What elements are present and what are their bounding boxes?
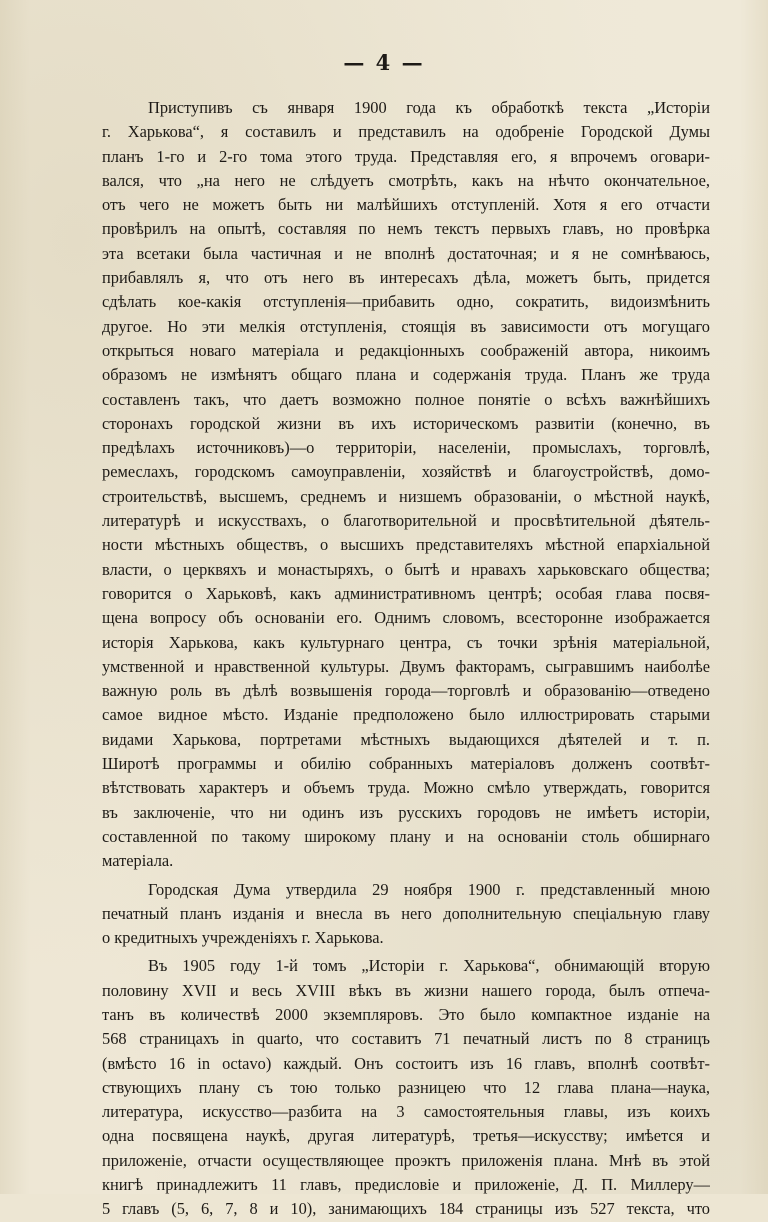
- text-line: вался, что „на него не слѣдуетъ смотрѣть, какъ на нѣчто окончательное,: [102, 170, 710, 190]
- text-line: ности мѣстныхъ обществъ, о высшихъ представителяхъ мѣстной епархіальной: [102, 535, 710, 555]
- text-line: отъ чего не можетъ быть ни малѣйшихъ отступленій. Хотя я его отчасти: [102, 195, 710, 215]
- text-line: литературѣ и искусствахъ, о благотворительной и просвѣтительной дѣятель-: [102, 511, 710, 531]
- text-line: г. Харькова“, я составилъ и представилъ на одобреніе Городской Думы: [102, 122, 710, 142]
- paragraph: [102, 954, 710, 1221]
- text-line: предѣлахъ источниковъ)—о территоріи, населеніи, промыслахъ, торговлѣ,: [102, 438, 710, 458]
- text-line: печатный планъ изданія и внесла въ него дополнительную спеціальную главу: [102, 903, 710, 923]
- text-line: эта всетаки была частичная и не вполнѣ достаточная; и я не сомнѣваюсь,: [102, 243, 710, 263]
- text-line: самое видное мѣсто. Изданіе предположено было иллюстрировать старыми: [102, 705, 710, 725]
- text-line: власти, о церквяхъ и монастыряхъ, о бытѣ и нравахъ харьковскаго общества;: [102, 559, 710, 579]
- text-line: танъ въ количествѣ 2000 экземпляровъ. Это было компактное изданіе на: [102, 1004, 710, 1024]
- text-line: ствующихъ плану съ тою только разницею что 12 глава плана—наука,: [102, 1077, 710, 1097]
- text-line: видами Харькова, портретами мѣстныхъ выдающихся дѣятелей и т. п.: [102, 729, 710, 749]
- text-line: прибавлялъ я, что отъ него въ интересахъ дѣла, можетъ быть, придется: [102, 268, 710, 288]
- text-line: провѣрилъ на опытѣ, составляя по немъ текстъ первыхъ главъ, но провѣрка: [102, 219, 710, 239]
- text-line: въ заключеніе, что ни одинъ изъ русскихъ городовъ не имѣетъ исторіи,: [102, 802, 710, 822]
- text-line: (вмѣсто 16 in octavo) каждый. Онъ состоитъ изъ 16 главъ, вполнѣ соотвѣт-: [102, 1053, 710, 1073]
- text-line: сторонахъ городской жизни въ ихъ историческомъ развитіи (конечно, въ: [102, 413, 710, 433]
- paragraph: [102, 878, 710, 951]
- text-line: планъ 1-го и 2-го тома этого труда. Представляя его, я впрочемъ оговари-: [102, 146, 710, 166]
- text-line: литература, искусство—разбита на 3 самостоятельныя главы, изъ коихъ: [102, 1102, 710, 1122]
- text-line: Широтѣ программы и обилію собранныхъ матеріаловъ долженъ соотвѣт-: [102, 754, 710, 774]
- text-line: важную роль въ дѣлѣ возвышенія города—торговлѣ и образованію—отведено: [102, 681, 710, 701]
- text-line: умственной и нравственной культуры. Двумъ факторамъ, сыгравшимъ наиболѣе: [102, 656, 710, 676]
- text-line: приложеніе, отчасти осуществляющее проэктъ приложенія плана. Мнѣ въ этой: [102, 1150, 710, 1170]
- text-line: щена вопросу объ основаніи его. Однимъ словомъ, всесторонне изображается: [102, 608, 710, 628]
- text-line: открыться новаго матеріала и редакціонныхъ соображеній автора, никоимъ: [102, 340, 710, 360]
- text-line: сдѣлать кое-какія отступленія—прибавить одно, сократить, видоизмѣнить: [102, 292, 710, 312]
- text-line: образомъ не измѣнятъ общаго плана и содержанія труда. Планъ же труда: [102, 365, 710, 385]
- text-line: Приступивъ съ января 1900 года къ обработкѣ текста „Исторіи: [148, 98, 710, 117]
- text-line: половину XVII и весь XVIII вѣкъ въ жизни нашего города, былъ отпеча-: [102, 980, 710, 1000]
- text-line: матеріала.: [102, 851, 174, 871]
- text-line: ремеслахъ, городскомъ самоуправленіи, хозяйствѣ и благоустройствѣ, домо-: [102, 462, 710, 482]
- text-line: другое. Но эти мелкія отступленія, стоящія въ зависимости отъ могущаго: [102, 316, 710, 336]
- text-line: Въ 1905 году 1-й томъ „Исторіи г. Харькова“, обнимающій вторую: [148, 956, 710, 976]
- text-line: о кредитныхъ учрежденіяхъ г. Харькова.: [102, 928, 384, 948]
- text-line: 5 главъ (5, 6, 7, 8 и 10), занимающихъ 184 страницы изъ 527 текста, что: [102, 1199, 710, 1219]
- text-line: говорится о Харьковѣ, какъ административномъ центрѣ; особая глава посвя-: [102, 583, 710, 603]
- body-text: [102, 96, 710, 1222]
- text-line: исторія Харькова, какъ культурнаго центра, съ точки зрѣнія матеріальной,: [102, 632, 710, 652]
- text-line: Городская Дума утвердила 29 ноября 1900 г. представленный мною: [148, 879, 710, 899]
- text-line: строительствѣ, высшемъ, среднемъ и низшемъ образованіи, о мѣстной наукѣ,: [102, 486, 710, 506]
- text-line: одна посвящена наукѣ, другая литературѣ, третья—искусству; имѣется и: [102, 1126, 710, 1146]
- text-line: книгѣ принадлежитъ 11 главъ, предисловіе и приложеніе, Д. П. Миллеру—: [102, 1175, 710, 1195]
- text-line: вѣтствовать характеръ и объемъ труда. Можно смѣло утверждать, говорится: [102, 778, 710, 798]
- text-line: составленной по такому широкому плану и на основаніи столь обширнаго: [102, 826, 710, 846]
- text-line: 568 страницахъ in quarto, что составитъ 71 печатный листъ по 8 страницъ: [102, 1029, 710, 1049]
- text-line: составленъ такъ, что даетъ возможно полное понятіе о всѣхъ важнѣйшихъ: [102, 389, 710, 409]
- page-number: — 4 —: [343, 50, 425, 75]
- paragraph: [102, 96, 710, 874]
